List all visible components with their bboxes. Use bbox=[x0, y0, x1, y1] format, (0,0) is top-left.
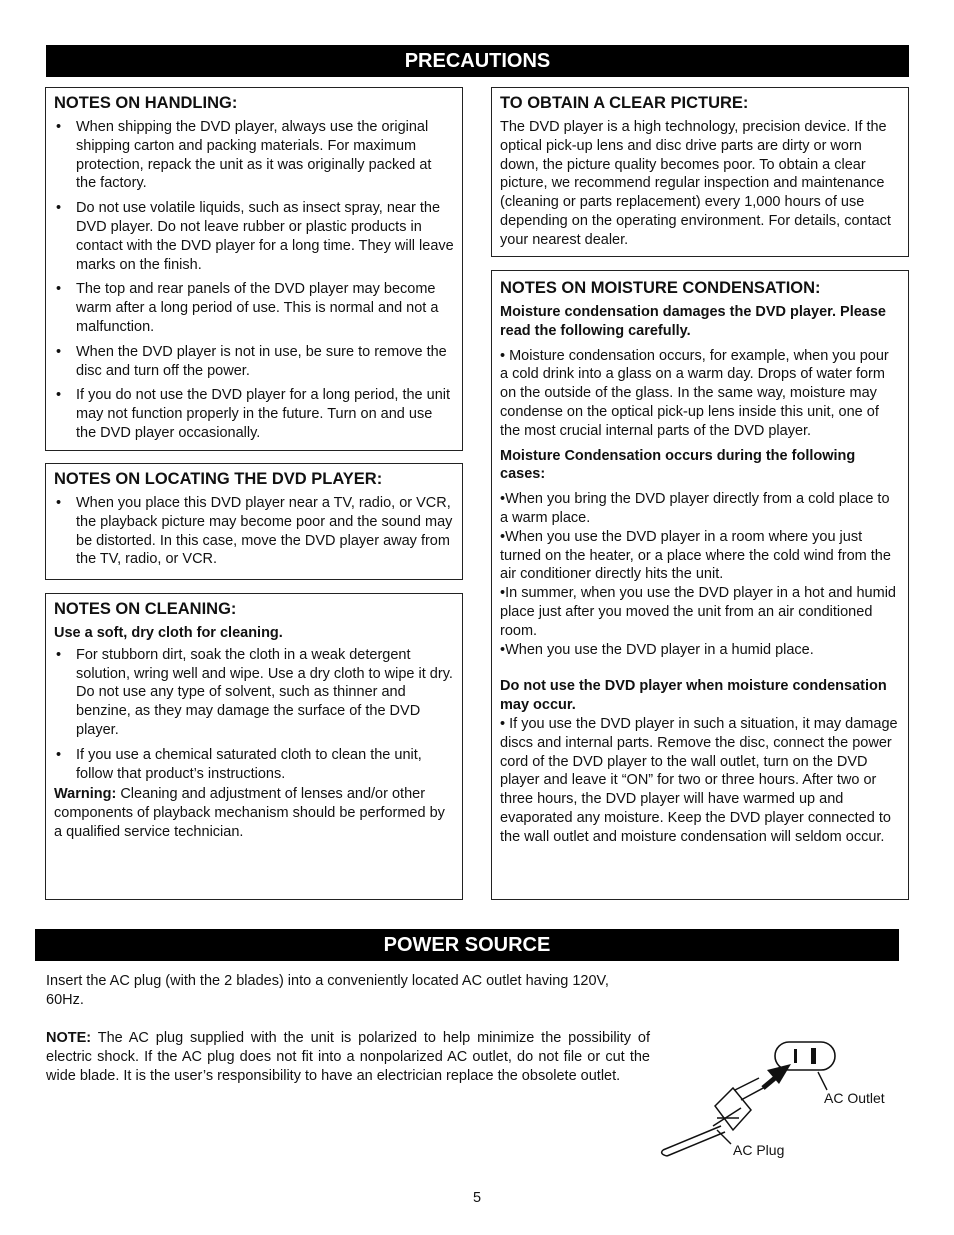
list-item: • The top and rear panels of the DVD player may become warm after a long period of use. This is normal and not a malfunction. bbox=[54, 280, 454, 336]
list-item: • When you place this DVD player near a TV, radio, or VCR, the playback picture may become poor and the sound may be distorted. In this case, move the DVD player away from the TV, radio, or VCR. bbox=[54, 494, 454, 569]
list-item: •When you use the DVD player in a humid place. bbox=[500, 641, 814, 658]
list-item: • If you use a chemical saturated cloth to clean the unit, follow that product’s instructions. bbox=[54, 746, 454, 784]
moisture-warning-heading: Do not use the DVD player when moisture condensation may occur. bbox=[500, 678, 887, 714]
list-item: • If you do not use the DVD player for a long period, the unit may not function properly in the future. Turn on and use the DVD player occasionally. bbox=[54, 386, 454, 442]
cleaning-warning bbox=[54, 785, 454, 841]
cleaning-warning-label: Warning: bbox=[54, 786, 117, 803]
clear-picture-text: The DVD player is a high technology, precision device. If the optical pick-up lens and disc drive parts are dirty or worn down, the picture quality becomes poor. To obtain a clear picture, we recommend regular inspection and maintenance (cleaning or parts replacement) every 1,000 hours of use depending on the operating environment. For details, contact your nearest dealer. bbox=[500, 119, 891, 248]
list-item: •When you bring the DVD player directly from a cold place to a warm place. bbox=[500, 491, 890, 526]
locating-list bbox=[54, 494, 454, 569]
handling-section bbox=[45, 87, 463, 451]
cleaning-intro: Use a soft, dry cloth for cleaning. bbox=[54, 625, 283, 641]
ac-outlet-label: AC Outlet bbox=[824, 1090, 885, 1106]
list-item: • For stubborn dirt, soak the cloth in a weak detergent solution, wring well and wipe. Use a dry cloth to wipe it dry. Do not use any type of solvent, such as thinner and benzine, as they may damage the surface of the DVD player. bbox=[54, 646, 454, 740]
power-note-label: NOTE: bbox=[46, 1030, 92, 1046]
cleaning-warning-text: Cleaning and adjustment of lenses and/or other components of playback mechanism should be performed by a qualified service technician. bbox=[54, 786, 445, 840]
ac-plug-label: AC Plug bbox=[733, 1142, 785, 1158]
locating-section bbox=[45, 463, 463, 580]
moisture-cases bbox=[500, 490, 900, 659]
moisture-title: NOTES ON MOISTURE CONDENSATION: bbox=[500, 279, 821, 297]
power-paragraph: Insert the AC plug (with the 2 blades) into a conveniently located AC outlet having 120V, 60Hz. bbox=[46, 973, 609, 1008]
cleaning-section bbox=[45, 593, 463, 900]
moisture-section bbox=[491, 270, 909, 900]
clear-picture-title: TO OBTAIN A CLEAR PICTURE: bbox=[500, 94, 749, 112]
precautions-title: PRECAUTIONS bbox=[404, 50, 551, 72]
handling-title: NOTES ON HANDLING: bbox=[54, 94, 238, 112]
cleaning-title: NOTES ON CLEANING: bbox=[54, 600, 237, 618]
list-item: • When shipping the DVD player, always use the original shipping carton and packing materials. For maximum protection, repack the unit as it was originally packed at the factory. bbox=[54, 118, 454, 193]
moisture-para: • Moisture condensation occurs, for example, when you pour a cold drink into a glass on a warm day. Drops of water form on the outside of the glass. In the same way, moisture may condense on the optical pick-up lens inside this unit, one of the most crucial internal parts of the DVD player. bbox=[500, 347, 889, 439]
power-title: POWER SOURCE bbox=[383, 934, 551, 956]
clear-picture-section bbox=[491, 87, 909, 257]
list-item: • Do not use volatile liquids, such as insect spray, near the DVD player. Do not leave rubber or plastic products in contact with the DVD player for a long time. They will leave marks on the finish. bbox=[54, 199, 454, 274]
cleaning-list bbox=[54, 646, 454, 784]
list-item: •When you use the DVD player in a room where you just turned on the heater, or a place where the cold wind from the air conditioner directly hits the unit. bbox=[500, 528, 891, 583]
handling-list bbox=[54, 118, 454, 443]
power-banner bbox=[35, 929, 899, 961]
page-number: 5 bbox=[472, 1190, 482, 1206]
moisture-cases-heading: Moisture Condensation occurs during the following cases: bbox=[500, 447, 856, 483]
list-item: • When the DVD player is not in use, be sure to remove the disc and turn off the power. bbox=[54, 343, 454, 381]
list-item: •In summer, when you use the DVD player in a hot and humid place just after you moved the unit from an air conditioned room. bbox=[500, 585, 896, 639]
arrow-icon bbox=[763, 1064, 791, 1088]
precautions-banner bbox=[46, 45, 909, 77]
moisture-lead: Moisture condensation damages the DVD player. Please read the following carefully. bbox=[500, 304, 886, 339]
power-note-text: The AC plug supplied with the unit is polarized to help minimize the possibility of electric shock. If the AC plug does not fit into a nonpolarized AC outlet, do not file or cut the wide blade. It is the user’s responsibility to have an electrician replace the obsolete outlet. bbox=[46, 1030, 650, 1084]
power-note bbox=[46, 1029, 650, 1086]
locating-title: NOTES ON LOCATING THE DVD PLAYER: bbox=[54, 470, 383, 488]
moisture-warning-text: • If you use the DVD player in such a situation, it may damage discs and internal parts. Remove the disc, connect the power cord of the DVD player to the wall outlet, turn on the DVD player and leave it “ON” for two or three hours. After two or three hours, the DVD player will have warmed up and evaporated any moisture. Keep the DVD player connected to the wall outlet and moisture condensation will seldom occur. bbox=[500, 715, 898, 845]
